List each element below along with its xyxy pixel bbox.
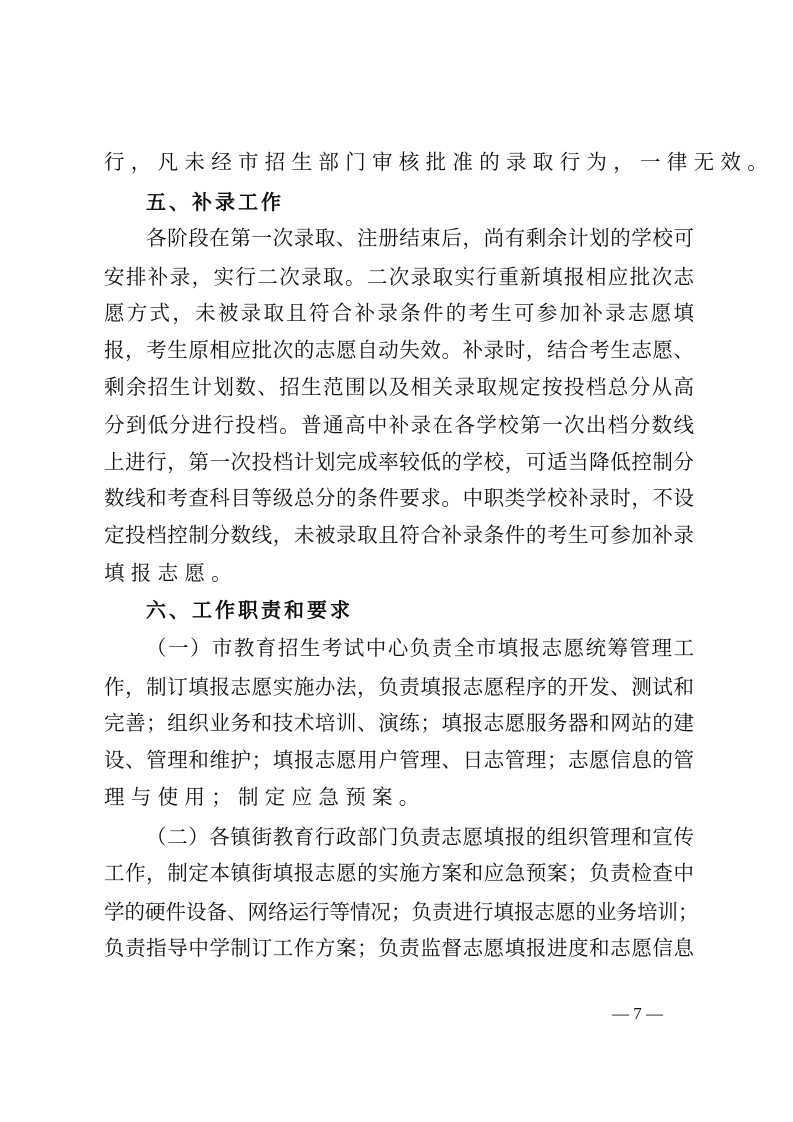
body-text-line: 愿方式，未被录取且符合补录条件的考生可参加补录志愿填 — [104, 301, 694, 325]
body-text-line: 上进行，第一次投档计划完成率较低的学校，可适当降低控制分 — [104, 450, 694, 474]
body-text-line: 报，考生原相应批次的志愿自动失效。补录时，结合考生志愿、 — [104, 338, 694, 362]
page-number: — 7 — — [612, 1004, 663, 1023]
body-text-line: 行，凡未经市招生部门审核批准的录取行为，一律无效。 — [104, 150, 774, 174]
body-text-line: 理与使用；制定应急预案。 — [104, 785, 426, 809]
body-text-line: 工作，制定本镇街填报志愿的实施方案和应急预案；负责检查中 — [104, 861, 694, 885]
body-text-line: 数线和考查科目等级总分的条件要求。中职类学校补录时，不设 — [104, 486, 694, 510]
body-text-line: 分到低分进行投档。普通高中补录在各学校第一次出档分数线 — [104, 413, 694, 437]
body-text-line: 作，制订填报志愿实施办法，负责填报志愿程序的开发、测试和 — [104, 675, 694, 699]
body-text-line: 定投档控制分数线，未被录取且符合补录条件的考生可参加补录 — [104, 523, 694, 547]
body-text-line: 剩余招生计划数、招生范围以及相关录取规定按投档总分从高 — [104, 375, 694, 399]
body-text-line: 安排补录，实行二次录取。二次录取实行重新填报相应批次志 — [104, 265, 694, 289]
body-text-line: 学的硬件设备、网络运行等情况；负责进行填报志愿的业务培训； — [104, 900, 699, 924]
section-heading: 五、补录工作 — [146, 190, 284, 214]
body-text-line: 设、管理和维护；填报志愿用户管理、日志管理；志愿信息的管 — [104, 748, 694, 772]
body-text-line: （二）各镇街教育行政部门负责志愿填报的组织管理和宣传 — [146, 825, 694, 849]
section-heading: 六、工作职责和要求 — [146, 598, 353, 622]
body-text-line: 填报志愿。 — [104, 561, 238, 585]
body-text-line: （一）市教育招生考试中心负责全市填报志愿统筹管理工 — [146, 636, 694, 660]
body-text-line: 各阶段在第一次录取、注册结束后，尚有剩余计划的学校可 — [146, 226, 694, 250]
body-text-line: 完善；组织业务和技术培训、演练；填报志愿服务器和网站的建 — [104, 711, 694, 735]
body-text-line: 负责指导中学制订工作方案；负责监督志愿填报进度和志愿信息 — [104, 936, 694, 960]
